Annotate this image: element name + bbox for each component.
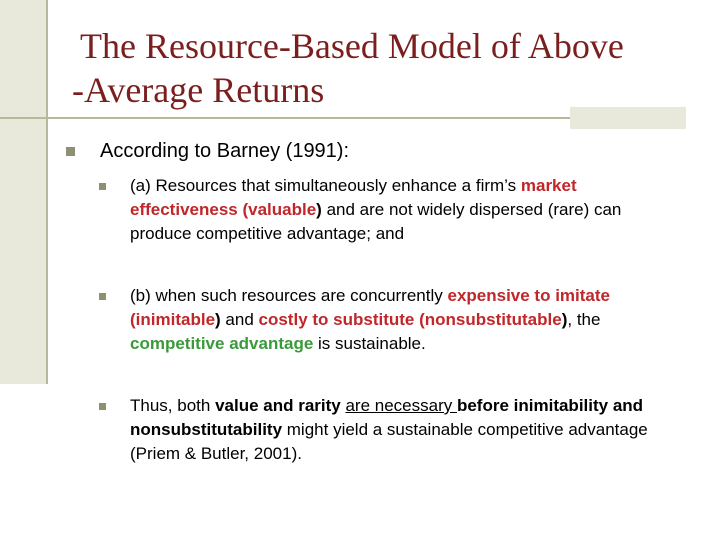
bullet-b-paren-1: )	[215, 310, 221, 329]
slide-title-line-1: The Resource-Based Model of Above	[80, 26, 624, 66]
bullet-a-paren: )	[316, 200, 322, 219]
bullet-b-text-1: (b) when such resources are concurrently	[130, 286, 448, 305]
bullet-a-text-1: (a) Resources that simultaneously enhance a firm’s	[130, 176, 521, 195]
square-bullet-icon	[99, 403, 106, 410]
slide-title	[72, 24, 700, 112]
sub-bullet-a	[130, 174, 660, 246]
bullet-b-text-4: is sustainable.	[313, 334, 426, 353]
bullet-b-emph-1: expensive to imitate (	[130, 286, 610, 329]
lead-bullet	[66, 138, 349, 164]
bullet-b-emph-3: costly to substitute (	[258, 310, 425, 329]
bullet-a-text-2: and are not widely dispersed (rare) can produce competitive advantage; and	[130, 200, 622, 243]
sub-bullet-c	[130, 394, 660, 466]
bullet-a-emph-1: market effectiveness (	[130, 176, 577, 219]
square-bullet-icon	[99, 293, 106, 300]
bullet-c-underlined: are necessary	[345, 396, 457, 415]
lead-text: According to Barney (1991):	[100, 140, 350, 162]
bullet-c-emph-1: value and rarity	[215, 396, 341, 415]
bullet-b-paren-2: )	[561, 310, 568, 329]
sub-bullet-b	[130, 284, 660, 356]
bullet-b-emph-4: nonsubstitutable	[424, 310, 562, 329]
bullet-a-emph-2: valuable	[248, 200, 317, 219]
bullet-b-emph-2: inimitable	[135, 310, 216, 329]
bullet-b-emph-5: competitive advantage	[130, 334, 314, 353]
bullet-c-text-1: Thus, both	[130, 396, 216, 415]
left-accent-bar	[0, 0, 48, 384]
square-bullet-icon	[99, 183, 106, 190]
slide-title-line-2: -Average Returns	[72, 70, 325, 110]
bullet-b-text-3: , the	[567, 310, 601, 329]
bullet-c-emph-2: before inimitability and nonsubstitutability	[130, 396, 644, 439]
bullet-c-text-2: might yield a sustainable competitive advantage (Priem & Butler, 2001).	[130, 420, 648, 463]
bullet-b-text-2: and	[220, 310, 259, 329]
square-bullet-icon	[66, 147, 75, 156]
